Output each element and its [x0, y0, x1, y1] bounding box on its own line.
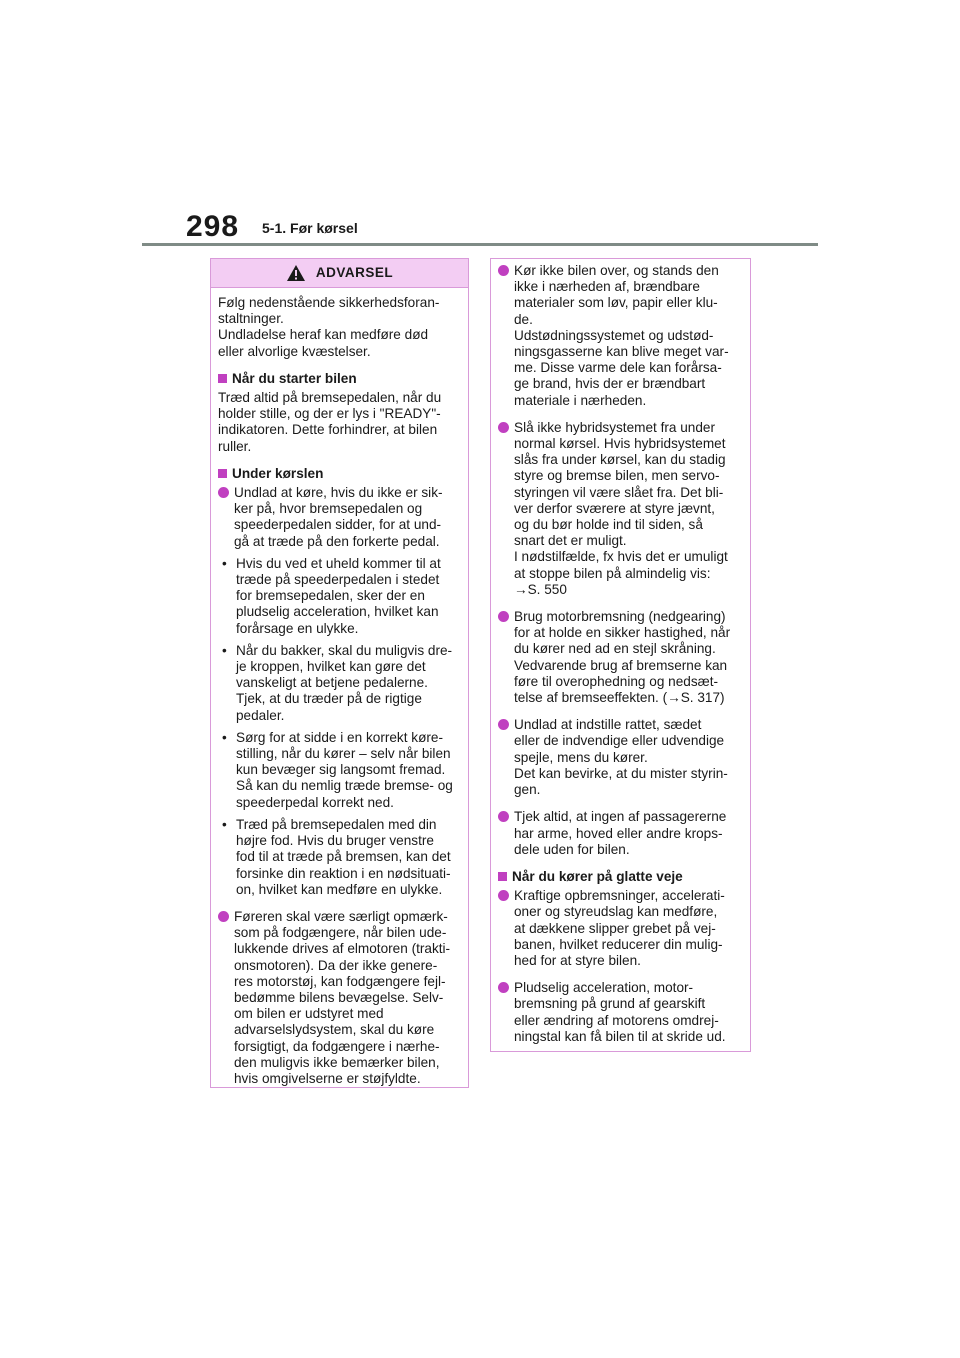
heading-driving: Under kørslen	[218, 466, 461, 482]
warning-label: ADVARSEL	[315, 264, 394, 280]
sub-list-item: • Træd på bremsepedalen med din højre fod. Hvis du bruger venstre fod til at træde på bremsen, kan det forsinke din reaktion i en nødsituati- on, hvilket kan medføre en ulykke.	[222, 816, 451, 897]
square-bullet-icon	[218, 374, 227, 383]
dot-marker: •	[222, 816, 227, 832]
list-item: Pludselig acceleration, motor- bremsning på grund af gearskift eller ændring af motorens omdrej- ningstal kan få bilen til at skride ud.	[498, 980, 743, 1045]
heading-starting: Når du starter bilen	[218, 371, 461, 387]
warning-header	[211, 259, 468, 288]
dot-marker: •	[222, 555, 227, 571]
warning-intro: Følg nedenstående sikkerhedsforan- staltninger. Undladelse heraf kan medføre død eller alvorlige kvæstelser.	[218, 295, 440, 359]
list-item: Undlad at køre, hvis du ikke er sik- ker på, hvor bremsepedalen og speederpedalen sidder, for at und- gå at træde på den forkerte pedal.	[218, 485, 461, 550]
header-rule	[142, 243, 818, 246]
paragraph-starting: Træd altid på bremsepedalen, når du holder stille, og der er lys i "READY"- indikatoren. Dette forhindrer, at bilen ruller.	[218, 390, 442, 454]
heading-slippery-roads: Når du kører på glatte veje	[498, 869, 743, 885]
circle-bullet-icon	[218, 487, 229, 498]
circle-bullet-icon	[498, 265, 509, 276]
sub-list-item: • Når du bakker, skal du muligvis dre- je kroppen, hvilket kan gøre det vanskeligt at betjene pedalerne. Tjek, at du træder på de rigtige pedaler.	[222, 642, 453, 723]
circle-bullet-icon	[498, 811, 509, 822]
list-item: Føreren skal være særligt opmærk- som på fodgængere, når bilen ude- lukkende drives af elmotoren (trakti- onsmotoren). Da der ikke genere- res motorstøj, kan fodgængere fejl- bedømme bilens bevægelse. Selv- om bilen er udstyret med advarselslydsystem, skal du køre forsigtigt, da fodgængere i nærhe- den muligvis ikke bemærker bilen, hvis omgivelserne er støjfyldte.	[218, 909, 461, 1087]
circle-bullet-icon	[498, 611, 509, 622]
list-item: Kør ikke bilen over, og stands den ikke i nærheden af, brændbare materialer som løv, papir eller klu- de. Udstødningssystemet og udstød- ningsgasserne kan blive meget var- me. Disse varme dele kan forårsa- ge brand, hvis der er brændbart materiale i nærheden.	[498, 263, 743, 409]
square-bullet-icon	[498, 872, 507, 881]
dot-marker: •	[222, 729, 227, 745]
circle-bullet-icon	[218, 911, 229, 922]
circle-bullet-icon	[498, 719, 509, 730]
list-item: Slå ikke hybridsystemet fra under normal kørsel. Hvis hybridsystemet slås fra under kørsel, kan du stadig styre og bremse bilen, men servo- styringen vil være slået fra. Det bli- ver derfor sværere at styre jævnt, og du bør holde ind til siden, så snart det er muligt. I nødstilfælde, fx hvis det er umuligt at stoppe bilen på almindelig vis: →S. 550	[498, 420, 743, 598]
list-item: Tjek altid, at ingen af passagererne har arme, hoved eller andre krops- dele uden for bilen.	[498, 809, 743, 858]
warning-triangle-icon	[286, 264, 306, 282]
page-number: 298	[186, 210, 240, 243]
section-title: 5-1. Før kørsel	[262, 220, 358, 236]
warning-box-right	[490, 258, 751, 1052]
circle-bullet-icon	[498, 982, 509, 993]
page-reference-link[interactable]: →S. 550	[514, 581, 567, 597]
list-item: Brug motorbremsning (nedgearing) for at holde en sikker hastighed, når du kører ned ad en stejl skråning. Vedvarende brug af bremserne kan føre til overophedning og nedsæt- telse af bremseeffekten. (→S. 317)	[498, 609, 743, 706]
circle-bullet-icon	[498, 890, 509, 901]
dot-marker: •	[222, 642, 227, 658]
square-bullet-icon	[218, 469, 227, 478]
list-item: Kraftige opbremsninger, accelerati- oner og styreudslag kan medføre, at dækkene slipper grebet på vej- banen, hvilket reducerer din mulig- hed for at styre bilen.	[498, 888, 743, 969]
list-item: Undlad at indstille rattet, sædet eller de indvendige eller udvendige spejle, mens du kører. Det kan bevirke, at du mister styrin- gen.	[498, 717, 743, 798]
sub-list-item: • Hvis du ved et uheld kommer til at træde på speederpedalen i stedet for bremsepedalen, sker der en pludselig acceleration, hvilket kan forårsage en ulykke.	[222, 555, 441, 636]
circle-bullet-icon	[498, 422, 509, 433]
sub-list-item: • Sørg for at sidde i en korrekt køre- stilling, når du kører – selv når bilen kun bevæger sig langsomt fremad. Så kan du nemlig træde bremse- og speederpedal korrekt ned.	[222, 729, 453, 810]
warning-box-left	[210, 258, 469, 1088]
